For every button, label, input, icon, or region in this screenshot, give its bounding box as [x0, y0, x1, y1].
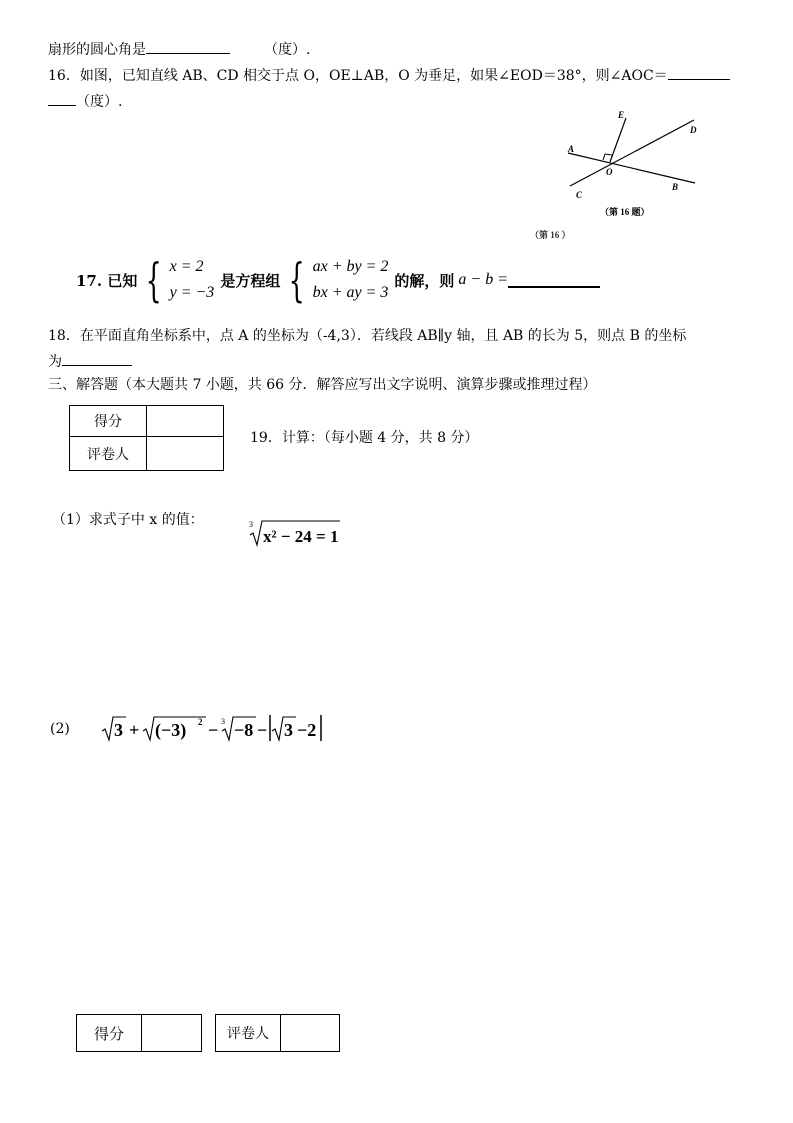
label-o: O — [606, 167, 613, 177]
q16-answer-blank-a[interactable] — [668, 64, 730, 80]
q17-line — [76, 252, 600, 308]
q15-line — [48, 38, 310, 60]
bottom-score-box — [76, 1014, 202, 1052]
bottom-score-cell[interactable] — [142, 1015, 201, 1051]
line-cd — [570, 120, 694, 186]
q16-suffix: （度）. — [76, 94, 123, 110]
svg-text:3: 3 — [249, 520, 253, 529]
q18-line1: 18．在平面直角坐标系中，点 A 的坐标为（-4,3）．若线段 AB∥y 轴，且 AB 的长为 5，则点 B 的坐标 — [48, 328, 687, 344]
bottom-grader-label: 评卷人 — [216, 1015, 281, 1051]
q17-sys1-eq2: y = −3 — [169, 284, 215, 301]
figure-caption: （第 16 题） — [600, 207, 650, 217]
q17-system-2 — [313, 254, 389, 306]
q19-part1-expr: x² − 24 = 1 — [263, 527, 339, 546]
svg-text:3: 3 — [284, 720, 293, 740]
q19-part1-formula — [248, 518, 348, 548]
q17-expr: a − b = — [458, 271, 509, 288]
q19-part1-label: （1）求式子中 x 的值： — [52, 512, 204, 528]
q17-middle: 是方程组 — [220, 271, 281, 290]
label-b: B — [672, 182, 679, 192]
svg-text:−8: −8 — [234, 720, 254, 740]
q17-sys1-eq1: x = 2 — [169, 258, 204, 275]
q15-answer-blank[interactable] — [146, 38, 230, 54]
svg-text:3: 3 — [221, 717, 225, 726]
svg-text:3: 3 — [114, 720, 123, 740]
svg-text:−: − — [257, 720, 268, 740]
q17-prefix: 17. 已知 — [76, 271, 138, 290]
figure-cut-text: （第 16 ） — [530, 230, 571, 240]
q16-text: 16．如图，已知直线 AB、CD 相交于点 O，OE⊥AB，O 为垂足，如果∠EOD＝38°，则∠AOC＝ — [48, 68, 668, 84]
q18-line2-text: 为 — [48, 354, 62, 370]
svg-text:(−3): (−3) — [155, 720, 187, 740]
bottom-grader-cell[interactable] — [281, 1015, 339, 1051]
section3-title: 三、解答题（本大题共 7 小题，共 66 分．解答应写出文字说明、演算步骤或推理过程） — [48, 377, 597, 393]
bottom-grader-box — [215, 1014, 340, 1052]
figure-cut-mask — [560, 240, 720, 248]
q16-line1 — [48, 64, 730, 86]
q17-system-1 — [170, 254, 215, 306]
score-table-1 — [69, 405, 224, 471]
svg-text:−2: −2 — [297, 720, 317, 740]
q17-answer-blank[interactable] — [508, 272, 600, 288]
score-cell[interactable] — [147, 406, 224, 437]
ray-oe — [610, 118, 626, 162]
q17-brace-1: { — [145, 253, 163, 307]
q17-suffix: 的解，则 — [394, 271, 455, 290]
q19-title: 19．计算：（每小题 4 分，共 8 分） — [250, 430, 479, 446]
bottom-score-label: 得分 — [77, 1015, 142, 1051]
q19-part2-label: (2) — [50, 721, 70, 737]
label-e: E — [618, 110, 625, 120]
q15-suffix: （度）. — [264, 42, 311, 58]
q16-line2 — [48, 90, 122, 112]
label-a: A — [568, 144, 575, 154]
grader-label: 评卷人 — [70, 437, 147, 471]
svg-text:2: 2 — [198, 717, 203, 727]
q18-answer-blank[interactable] — [62, 350, 132, 366]
label-d: D — [690, 125, 697, 135]
q17-sys2-eq1: ax + by = 2 — [312, 258, 389, 275]
q19-part2-formula — [100, 712, 330, 744]
q17-brace-2: { — [288, 253, 306, 307]
q15-text: 扇形的圆心角是 — [48, 42, 146, 58]
svg-text:−: − — [208, 720, 219, 740]
q16-answer-blank-b[interactable] — [48, 90, 76, 106]
label-c: C — [576, 190, 583, 200]
svg-text:+: + — [129, 720, 140, 740]
grader-cell[interactable] — [147, 437, 224, 471]
score-label: 得分 — [70, 406, 147, 437]
q17-sys2-eq2: bx + ay = 3 — [312, 284, 389, 301]
q18-line2 — [48, 350, 132, 372]
q16-figure — [530, 100, 720, 240]
line-ab — [568, 153, 695, 183]
